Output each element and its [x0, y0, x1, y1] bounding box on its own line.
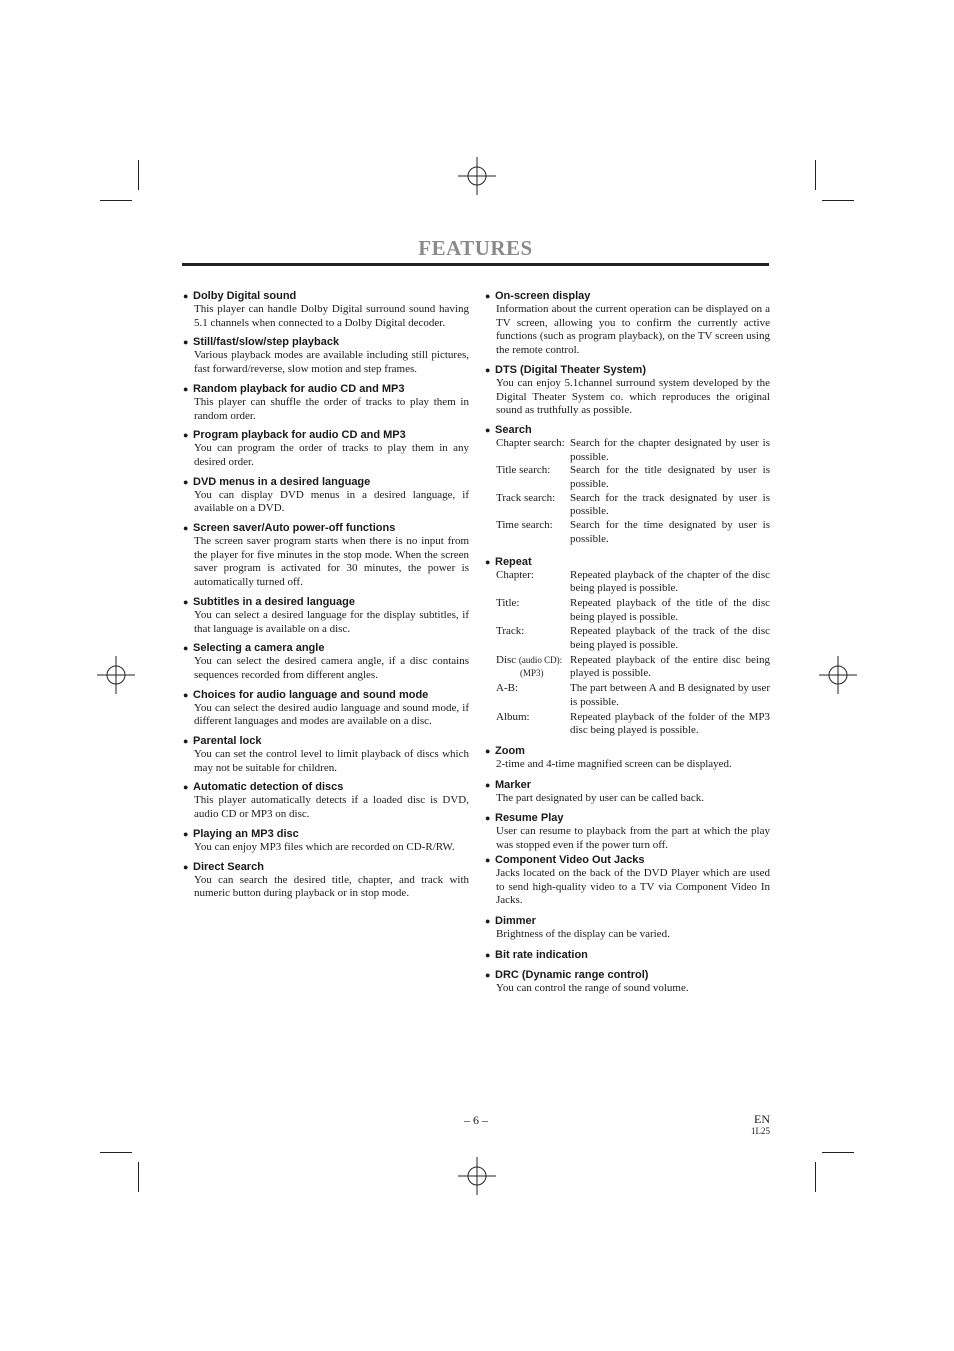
feature-item [485, 914, 770, 942]
language-code: EN [754, 1112, 770, 1126]
feature-heading: Still/fast/slow/step playback [193, 336, 340, 349]
row-text: The part between A and B designated by user is possible. [570, 682, 770, 708]
feature-heading: Playing an MP3 disc [193, 827, 299, 840]
feature-item-search [485, 423, 770, 547]
feature-description: You can set the control level to limit playback of discs which may not be suitable for children. [194, 748, 469, 774]
repeat-row [496, 654, 770, 681]
feature-heading: Dolby Digital sound [193, 290, 297, 302]
feature-heading: Repeat [495, 555, 532, 568]
feature-heading: On-screen display [495, 290, 591, 302]
feature-description: Various playback modes are available including still pictures, fast forward/reverse, slow motion and step frames. [194, 349, 469, 376]
feature-description: This player can shuffle the order of tracks to play them in random order. [194, 395, 469, 422]
row-text: Search for the time designated by user is possible. [570, 519, 770, 545]
search-row [496, 492, 770, 519]
bullet-icon: ● [183, 596, 189, 607]
bullet-icon: ● [485, 745, 491, 756]
feature-item [183, 641, 469, 682]
feature-item [183, 428, 469, 469]
feature-item [183, 860, 469, 901]
search-row [496, 519, 770, 546]
row-text: Search for the chapter designated by user is possible. [570, 436, 770, 463]
row-label: Time search: [496, 519, 553, 532]
bullet-icon: ● [485, 424, 491, 435]
row-label: Title: [496, 596, 520, 609]
crop-mark [138, 1162, 139, 1192]
row-label: Track: [496, 625, 525, 638]
feature-description: You can display DVD menus in a desired language, if available on a DVD. [194, 488, 469, 515]
feature-item [183, 595, 469, 636]
feature-description: The part designated by user can be called back. [496, 791, 704, 804]
feature-description: You can enjoy MP3 files which are recorded on CD-R/RW. [194, 840, 455, 853]
feature-description: 2-time and 4-time magnified screen can be displayed. [496, 757, 732, 770]
row-label: Chapter search: [496, 436, 565, 449]
disc-mp3-label: (MP3) [520, 668, 544, 679]
row-text: Repeated playback of the folder of the MP3 disc being played is possible. [570, 710, 770, 737]
feature-description: Information about the current operation can be displayed on a TV screen, allowing you to confirm the currently active functions (such as program playback), on the TV screen using the remote control. [496, 303, 770, 357]
page-title: FEATURES [418, 236, 533, 260]
row-text: Search for the track designated by user is possible. [570, 491, 770, 518]
row-label: Track search: [496, 491, 556, 504]
feature-heading: Screen saver/Auto power-off functions [193, 522, 396, 535]
feature-heading: Automatic detection of discs [193, 781, 344, 794]
feature-heading: DTS (Digital Theater System) [495, 363, 646, 376]
bullet-icon: ● [485, 364, 491, 375]
bullet-icon: ● [183, 337, 189, 348]
bullet-icon: ● [183, 782, 189, 793]
feature-item [485, 289, 770, 358]
bullet-icon: ● [183, 643, 189, 654]
feature-description: You can enjoy 5.1channel surround system developed by the Digital Theater System co. which reproduces the original sound as truthfully as possible. [496, 376, 770, 417]
registration-mark-icon [97, 656, 135, 694]
feature-description: Jacks located on the back of the DVD Player which are used to send high-quality video to a TV via Component Video In Jacks. [496, 866, 770, 907]
bullet-icon: ● [183, 689, 189, 700]
feature-item [183, 289, 469, 330]
feature-item [485, 744, 770, 772]
feature-description: You can select a desired language for the display subtitles, if that language is available on a disc. [194, 608, 469, 635]
search-row [496, 464, 770, 491]
crop-mark [822, 200, 854, 201]
feature-item-repeat [485, 555, 770, 738]
crop-mark [138, 160, 139, 190]
feature-heading: Parental lock [193, 735, 262, 748]
disc-label: Disc [496, 653, 517, 666]
row-label: Chapter: [496, 568, 534, 581]
bullet-icon: ● [485, 969, 491, 980]
feature-description: You can search the desired title, chapter, and track with numeric button during playback or in stop mode. [194, 873, 469, 900]
feature-item [183, 382, 469, 423]
feature-heading: Random playback for audio CD and MP3 [193, 382, 405, 395]
right-column [485, 289, 770, 1000]
registration-mark-icon [819, 656, 857, 694]
bullet-icon: ● [183, 476, 189, 487]
feature-description: This player can handle Dolby Digital surround sound having 5.1 channels when connected to a Dolby Digital decoder. [194, 303, 469, 329]
feature-item [183, 688, 469, 729]
row-text: Repeated playback of the title of the disc being played is possible. [570, 596, 770, 623]
document-code: 1L25 [751, 1126, 770, 1136]
feature-item [485, 778, 770, 806]
bullet-icon: ● [485, 854, 491, 865]
bullet-icon: ● [183, 523, 189, 534]
repeat-row [496, 711, 770, 738]
feature-heading: Subtitles in a desired language [193, 595, 355, 608]
repeat-row [496, 682, 770, 709]
bullet-icon: ● [485, 291, 491, 301]
feature-item [183, 521, 469, 590]
feature-description: You can control the range of sound volume. [496, 981, 689, 994]
disc-audio-cd-label: (audio CD): [518, 654, 563, 665]
bullet-icon: ● [485, 779, 491, 790]
feature-description: The screen saver program starts when there is no input from the player for five minutes in the stop mode. When the screen saver program is activated for 30 minutes, the power is automatically turned off. [194, 535, 469, 589]
row-text: Repeated playback of the entire disc being played is possible. [570, 653, 770, 680]
row-label: Album: [496, 710, 530, 723]
feature-item [183, 335, 469, 376]
bullet-icon: ● [183, 291, 189, 301]
registration-mark-icon [458, 157, 496, 195]
bullet-icon: ● [183, 861, 189, 872]
feature-description: You can select the desired camera angle, if a disc contains sequences recorded from different angles. [194, 655, 469, 681]
feature-item [485, 811, 770, 852]
crop-mark [822, 1152, 854, 1153]
left-column [183, 289, 469, 906]
feature-item [183, 734, 469, 775]
feature-item [485, 948, 770, 962]
feature-heading: DRC (Dynamic range control) [495, 968, 649, 981]
search-row [496, 437, 770, 464]
feature-item [183, 475, 469, 516]
crop-mark [100, 1152, 132, 1153]
feature-heading: Selecting a camera angle [193, 642, 325, 655]
feature-heading: Direct Search [193, 860, 264, 873]
feature-description: You can program the order of tracks to play them in any desired order. [194, 442, 469, 468]
feature-heading: Choices for audio language and sound mode [193, 688, 429, 701]
feature-heading: Program playback for audio CD and MP3 [193, 429, 406, 442]
title-rule [182, 263, 769, 266]
feature-item [485, 968, 770, 996]
bullet-icon: ● [485, 556, 491, 567]
bullet-icon: ● [485, 915, 491, 926]
row-text: Repeated playback of the chapter of the disc being played is possible. [570, 568, 770, 595]
row-text: Search for the title designated by user is possible. [570, 464, 770, 491]
feature-heading: Bit rate indication [495, 948, 588, 961]
bullet-icon: ● [485, 949, 491, 960]
crop-mark [100, 200, 132, 201]
feature-item [183, 827, 469, 855]
feature-heading: Dimmer [495, 914, 536, 927]
feature-item [183, 780, 469, 821]
feature-description: Brightness of the display can be varied. [496, 927, 670, 940]
row-label [496, 654, 570, 681]
row-text: Repeated playback of the track of the disc being played is possible. [570, 625, 770, 652]
bullet-icon: ● [485, 813, 491, 824]
feature-heading: Search [495, 423, 532, 436]
crop-mark [815, 1162, 816, 1192]
feature-heading: Component Video Out Jacks [495, 853, 645, 866]
row-label: A-B: [496, 682, 518, 695]
feature-heading: Zoom [495, 744, 525, 757]
feature-item [485, 853, 770, 908]
repeat-row [496, 597, 770, 624]
bullet-icon: ● [183, 430, 189, 441]
feature-heading: Resume Play [495, 812, 564, 825]
feature-description: This player automatically detects if a loaded disc is DVD, audio CD or MP3 on disc. [194, 794, 469, 821]
bullet-icon: ● [183, 736, 189, 747]
repeat-row [496, 625, 770, 652]
page-number: – 6 – [464, 1113, 488, 1127]
row-label: Title search: [496, 464, 551, 477]
feature-heading: DVD menus in a desired language [193, 475, 371, 488]
bullet-icon: ● [183, 828, 189, 839]
registration-mark-icon [458, 1157, 496, 1195]
bullet-icon: ● [183, 383, 189, 394]
crop-mark [815, 160, 816, 190]
repeat-row [496, 569, 770, 596]
feature-item [485, 363, 770, 418]
feature-description: User can resume to playback from the part at which the play was stopped even if the power turn off. [496, 825, 770, 852]
feature-heading: Marker [495, 778, 532, 791]
feature-description: You can select the desired audio language and sound mode, if different languages and modes are available on a disc. [194, 701, 469, 728]
